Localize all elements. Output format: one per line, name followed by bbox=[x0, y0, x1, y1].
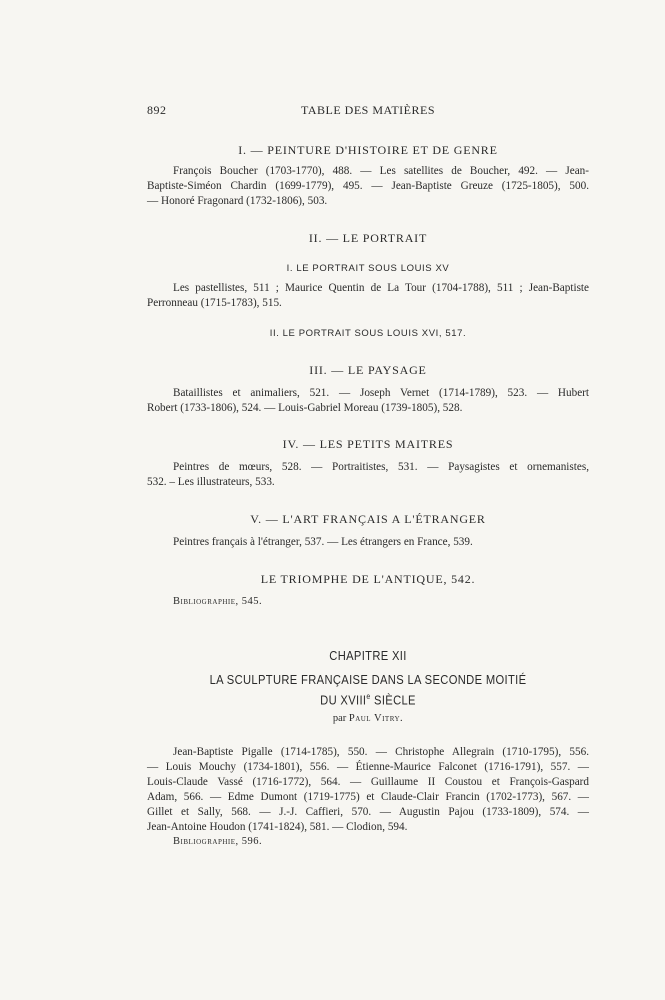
section-title-portrait: II. — LE PORTRAIT bbox=[308, 231, 428, 245]
chapter-title-superscript: e bbox=[366, 692, 371, 701]
chapter-title-century: DU XVIII bbox=[320, 692, 367, 708]
bibliography-reference: Bibliographie, 545. bbox=[173, 596, 263, 607]
body-line: Peintres français à l'étranger, 537. — Les étrangers en France, 539. bbox=[173, 536, 473, 548]
section-body-petits-maitres bbox=[147, 460, 589, 490]
author-name: Paul Vitry. bbox=[348, 713, 404, 724]
section-body-paysage bbox=[147, 386, 589, 416]
body-line: Adam, 566. — Edme Dumont (1719-1775) et Claude-Clair Francin (1702-1773), 567. — bbox=[147, 790, 589, 803]
bibliography-reference: Bibliographie, 596. bbox=[173, 836, 263, 847]
page-number: 892 bbox=[147, 103, 167, 117]
body-line: Robert (1733-1806), 524. — Louis-Gabriel Moreau (1739-1805), 528. bbox=[147, 402, 463, 414]
body-line: François Boucher (1703-1770), 488. — Les satellites de Boucher, 492. — Jean- bbox=[173, 165, 589, 177]
section-title-peinture-histoire: I. — PEINTURE D'HISTOIRE ET DE GENRE bbox=[238, 143, 498, 157]
body-line: Peintres de mœurs, 528. — Portraitistes, 531. — Paysagistes et ornemanistes, bbox=[173, 461, 589, 473]
body-line: Bataillistes et animaliers, 521. — Joseph Vernet (1714-1789), 523. — Hubert bbox=[173, 387, 589, 399]
chapter-byline bbox=[147, 713, 589, 724]
chapter-body bbox=[147, 745, 589, 834]
chapter-title-line-1: LA SCULPTURE FRANÇAISE DANS LA SECONDE MOITIÉ bbox=[209, 672, 527, 687]
subsection-title-louis-xv: I. LE PORTRAIT SOUS LOUIS XV bbox=[286, 263, 450, 274]
running-title: TABLE DES MATIÈRES bbox=[300, 103, 436, 117]
body-line: Louis-Claude Vassé (1716-1772), 564. — Guillaume II Coustou et François-Gaspard bbox=[147, 775, 589, 788]
body-line: — Louis Mouchy (1734-1801), 556. — Étienne-Maurice Falconet (1716-1791), 557. — bbox=[147, 760, 589, 773]
section-title-petits-maitres: IV. — LES PETITS MAITRES bbox=[282, 437, 454, 451]
body-line: Jean-Baptiste Pigalle (1714-1785), 550. — Christophe Allegrain (1710-1795), 556. bbox=[173, 746, 589, 758]
body-line: Les pastellistes, 511 ; Maurice Quentin de La Tour (1704-1788), 511 ; Jean-Baptiste bbox=[173, 282, 589, 294]
body-line: Baptiste-Siméon Chardin (1699-1779), 495. — Jean-Baptiste Greuze (1725-1805), 500. bbox=[147, 180, 589, 192]
chapter-title-line-2 bbox=[178, 692, 558, 707]
byline-prefix: par bbox=[332, 713, 347, 724]
page-header bbox=[147, 103, 589, 119]
chapter-number: CHAPITRE XII bbox=[329, 648, 407, 663]
body-line: Gillet et Sally, 568. — J.-J. Caffieri, 570. — Augustin Pajou (1733-1809), 574. — bbox=[147, 805, 589, 818]
body-line: — Honoré Fragonard (1732-1806), 503. bbox=[147, 195, 328, 207]
body-line: Jean-Antoine Houdon (1741-1824), 581. — Clodion, 594. bbox=[147, 820, 408, 833]
section-body-portrait-louis-xv bbox=[147, 281, 589, 311]
section-body-peinture-histoire bbox=[147, 164, 589, 209]
section-body-art-francais-etranger bbox=[173, 535, 589, 550]
subsection-title-louis-xvi: II. LE PORTRAIT SOUS LOUIS XVI, 517. bbox=[269, 328, 467, 339]
chapter-title-siecle: SIÈCLE bbox=[370, 692, 416, 708]
body-line: 532. – Les illustrateurs, 533. bbox=[147, 476, 275, 488]
section-title-triomphe-antique: LE TRIOMPHE DE L'ANTIQUE, 542. bbox=[260, 572, 476, 586]
body-line: Perronneau (1715-1783), 515. bbox=[147, 297, 282, 309]
section-title-art-francais-etranger: V. — L'ART FRANÇAIS A L'ÉTRANGER bbox=[250, 512, 486, 526]
section-title-paysage: III. — LE PAYSAGE bbox=[309, 363, 427, 377]
